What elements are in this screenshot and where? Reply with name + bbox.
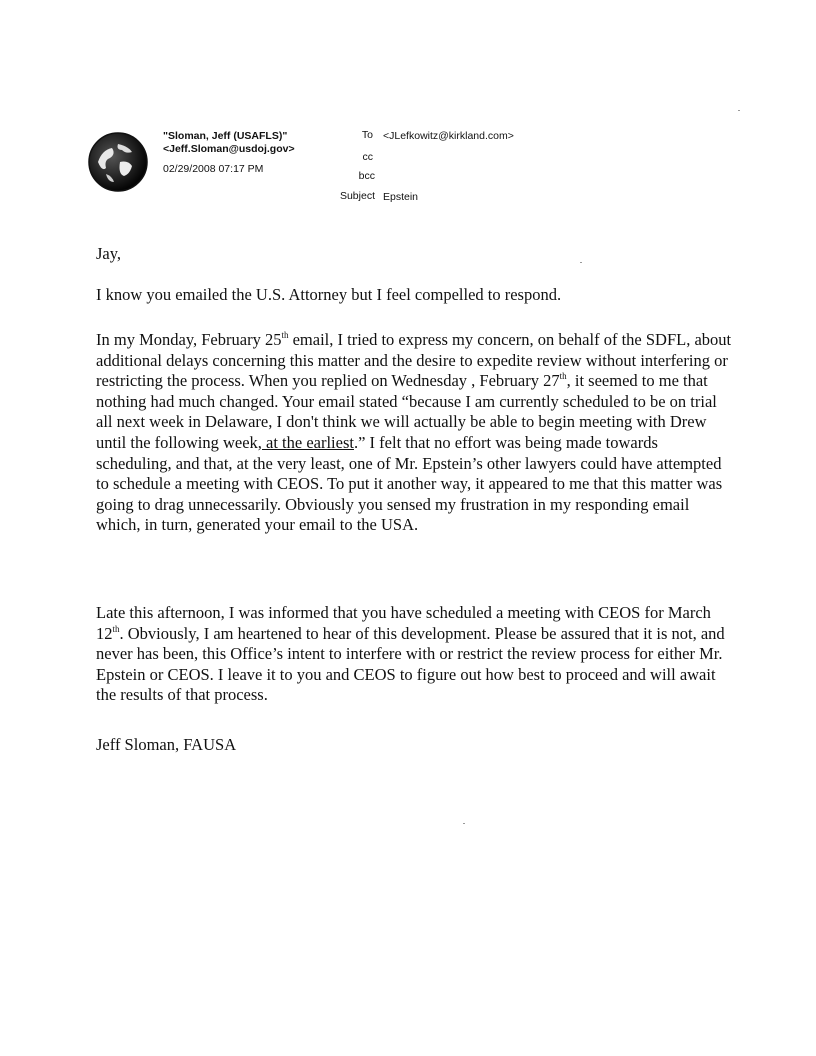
paragraph-2-text-c: , it seemed to me that nothing had much changed. Your email stated “because I am currently scheduled to be on trial all next week in Delaware, I don't think we will actually be able to begin meeting with Drew until the following week — [96, 371, 717, 452]
paragraph-2 — [96, 330, 736, 536]
subject-value: Epstein — [383, 191, 419, 203]
sent-date: 02/29/2008 07:17 PM — [163, 163, 264, 175]
to-label: To — [361, 129, 373, 141]
ordinal-suffix: th — [559, 371, 567, 382]
sender-name: "Sloman, Jeff (USAFLS)" — [163, 130, 288, 142]
paragraph-2-text-a: In my Monday, February 25 — [96, 330, 282, 349]
cc-label: cc — [362, 151, 373, 163]
paragraph-3-text-a: Late this afternoon, I was informed that you have scheduled a meeting with CEOS for March 12 — [96, 603, 711, 643]
paragraph-2-text-b: email, I tried to express my concern, on behalf of the SDFL, about additional delays concerning this matter and the desire to expedite review without interfering or restricting the process. When you replied on Wednesday , February 27 — [96, 330, 732, 391]
ordinal-suffix: th — [112, 623, 120, 634]
scan-speck — [738, 110, 740, 111]
globe-avatar-icon — [88, 132, 148, 192]
paragraph-1: I know you emailed the U.S. Attorney but I feel compelled to respond. — [96, 285, 562, 304]
ordinal-suffix: th — [281, 330, 289, 340]
paragraph-3-text-b: . Obviously, I am heartened to hear of this development. Please be assured that it is not, and never has been, this Office’s intent to interfere with or restrict the review process for either Mr. Epstein or CEOS. I leave it to you and CEOS to figure out how best to proceed and will await the results of that process. — [96, 623, 725, 705]
bcc-label: bcc — [358, 170, 375, 182]
underlined-phrase: , at the earliest — [257, 432, 354, 452]
sender-email: <Jeff.Sloman@usdoj.gov> — [163, 143, 295, 155]
paragraph-2-text-d: .” I felt that no effort was being made towards scheduling, and that, at the very least, one of Mr. Epstein’s other lawyers could have attempted to schedule a meeting with CEOS. To put it another way, it appeared to me that this matter was going to drag unnecessarily. Obviously you sensed my frustration in my responding email which, in turn, generated your email to the USA. — [96, 432, 723, 535]
signature: Jeff Sloman, FAUSA — [96, 735, 237, 754]
subject-label: Subject — [339, 190, 375, 202]
to-value: <JLefkowitz@kirkland.com> — [383, 130, 514, 142]
paragraph-3 — [96, 603, 736, 706]
scan-speck — [463, 823, 465, 824]
scan-speck — [580, 262, 582, 263]
greeting: Jay, — [96, 244, 122, 263]
